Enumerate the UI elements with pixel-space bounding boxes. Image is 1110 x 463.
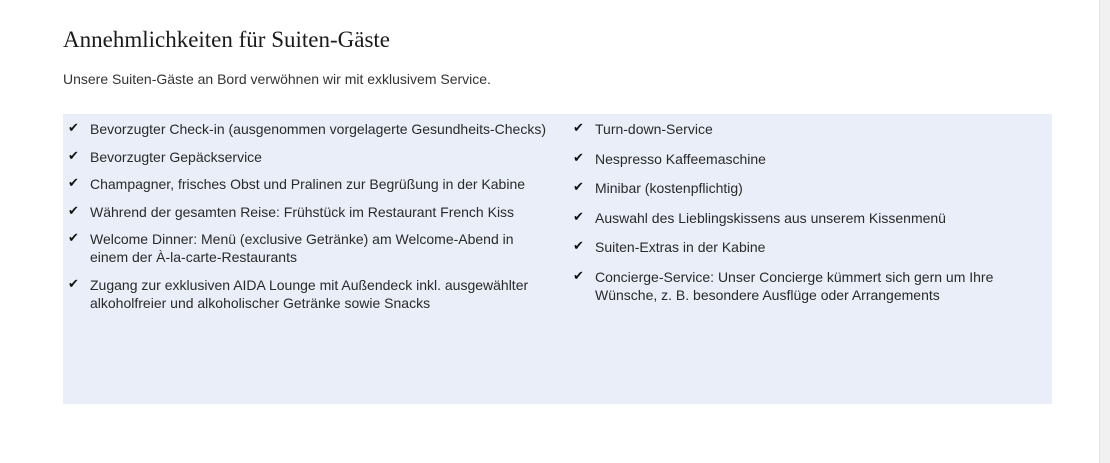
check-icon: ✔ [573, 239, 584, 254]
page-title: Annehmlichkeiten für Suiten-Gäste [63, 27, 391, 52]
list-item-text: Welcome Dinner: Menü (exclusive Getränke) am Welcome-Abend in einem der À-la-carte-Restaurants [90, 231, 514, 265]
list-item-text: Auswahl des Lieblingskissens aus unserem Kissenmenü [595, 209, 946, 226]
check-icon: ✔ [68, 231, 79, 246]
list-item [573, 150, 1048, 168]
vertical-scrollbar[interactable] [1099, 0, 1110, 463]
list-item [573, 209, 1048, 227]
list-item [573, 238, 1048, 256]
check-icon: ✔ [573, 121, 584, 136]
intro-text: Unsere Suiten-Gäste an Bord verwöhnen wir mit exklusivem Service. [63, 71, 491, 87]
list-item-text: Concierge-Service: Unser Concierge kümmert sich gern um Ihre Wünsche, z. B. besondere Ausflüge oder Arrangements [595, 268, 994, 303]
list-item [68, 203, 546, 221]
list-item [573, 120, 1048, 138]
check-icon: ✔ [573, 209, 584, 225]
list-item-text: Turn-down-Service [595, 121, 713, 137]
list-item [573, 268, 1048, 304]
amenities-list-left [68, 120, 546, 321]
list-item [68, 230, 546, 266]
check-icon: ✔ [68, 203, 79, 219]
check-icon: ✔ [68, 121, 79, 136]
check-icon: ✔ [68, 176, 79, 191]
check-icon: ✔ [68, 276, 79, 292]
amenities-list-right [573, 120, 1048, 315]
list-item [68, 148, 546, 166]
check-icon: ✔ [68, 148, 79, 164]
check-icon: ✔ [573, 150, 584, 166]
list-item [68, 276, 546, 312]
list-item-text: Suiten-Extras in der Kabine [595, 239, 766, 255]
list-item-text: Während der gesamten Reise: Frühstück im Restaurant French Kiss [90, 203, 515, 220]
check-icon: ✔ [573, 180, 584, 195]
amenities-box [63, 114, 1052, 404]
list-item-text: Nespresso Kaffeemaschine [595, 150, 766, 167]
list-item-text: Bevorzugter Gepäckservice [90, 148, 262, 165]
list-item-text: Minibar (kostenpflichtig) [595, 180, 743, 196]
list-item-text: Bevorzugter Check-in (ausgenommen vorgelagerte Gesundheits-Checks) [90, 121, 546, 137]
list-item [68, 120, 546, 138]
check-icon: ✔ [573, 268, 584, 284]
list-item-text: Zugang zur exklusiven AIDA Lounge mit Außendeck inkl. ausgewählter alkoholfreier und alkoholischer Getränke sowie Snacks [90, 276, 529, 311]
list-item [573, 179, 1048, 197]
list-item [68, 175, 546, 193]
list-item-text: Champagner, frisches Obst und Pralinen zur Begrüßung in der Kabine [90, 176, 526, 192]
